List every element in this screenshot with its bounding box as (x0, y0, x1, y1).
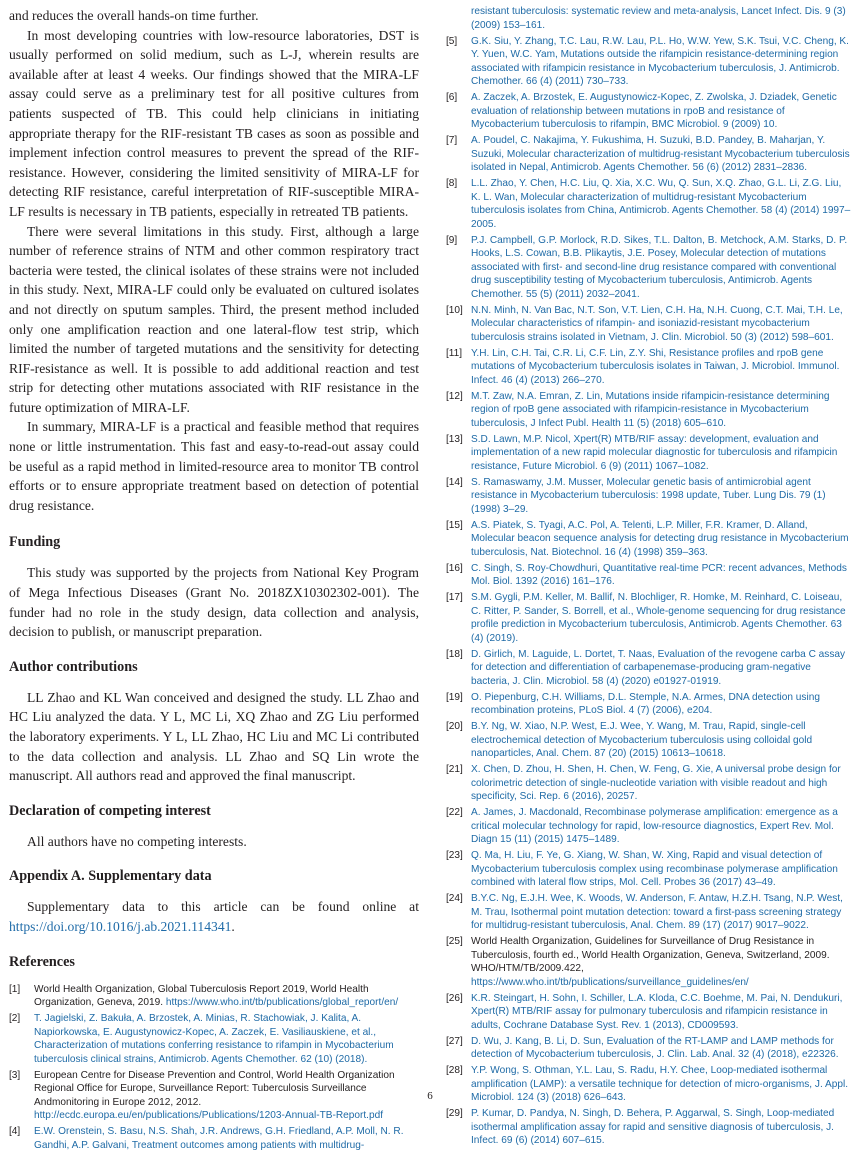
author-contributions-text: LL Zhao and KL Wan conceived and designed the study. LL Zhao and HC Liu analyzed the data. Y L, MC Li, XQ Zhao and ZG Liu performed the laboratory experiments. Y L, LL Zhao, HC Liu and MC Li contributed to the data collection and analysis. LL Zhao and SQ Lin wrote the manuscript. All authors read and approved the final manuscript. (9, 689, 419, 784)
reference-text: World Health Organization, Guidelines for Surveillance of Drug Resistance in Tuberculosis, fourth ed., World Health Organization, Geneva, Switzerland, 2009. WHO/HTM/TB/2009.422, (471, 936, 830, 974)
competing-interest-heading: Declaration of competing interest (9, 802, 211, 819)
reference-item[interactable] (446, 1035, 852, 1062)
reference-number: [13] (446, 433, 463, 445)
reference-number: [17] (446, 592, 463, 603)
body-paragraph: There were several limitations in this study. First, although a large number of reference strains of NTM and other common respiratory tract bacteria were tested, the clinical isolates of these strains were not included in this study. Next, MIRA-LF could only be evaluated on cultured isolates and not directly on sputum samples. Third, the present method included only one amplification reaction and one lateral-flow test strip, which limited the number of targeted mutations and the sensitivity for detecting RIF-resistance as well. It is possible to add additional reaction and test strip for detecting other mutations associated with RIF resistance in the future optimization of MIRA-LF. (9, 223, 419, 415)
reference-item[interactable] (446, 892, 852, 933)
reference-number: [9] (446, 234, 458, 246)
reference-text: World Health Organization, Global Tuberculosis Report 2019, World Health Organization, Geneva, 2019. (34, 983, 369, 1009)
reference-item[interactable] (446, 720, 852, 761)
reference-text[interactable]: P. Kumar, D. Pandya, N. Singh, D. Behera, P. Aggarwal, S. Singh, Loop-mediated isothermal amplification assay for rapid and sensitive diagnosis of tuberculosis, J. Infect. 69 (6) (2014) 607–615. (471, 1108, 835, 1146)
reference-item[interactable] (9, 1125, 419, 1152)
reference-item[interactable] (446, 347, 852, 388)
reference-item[interactable] (446, 234, 852, 302)
reference-link[interactable]: http://ecdc.europa.eu/en/publications/Publications/1203-Annual-TB-Report.pdf (34, 1110, 384, 1122)
reference-text[interactable]: L.L. Zhao, Y. Chen, H.C. Liu, Q. Xia, X.C. Wu, Q. Sun, X.Q. Zhao, G.L. Li, Z.G. Liu, K. L. Wan, Molecular characterization of multidrug-resistant Mycobacterium tuberculosis isolates from China, Antimicrob. Agents Chemother. 58 (4) (2014) 1997–2005. (471, 178, 851, 230)
reference-number: [26] (446, 992, 463, 1004)
reference-number: [27] (446, 1035, 463, 1047)
reference-text[interactable]: P.J. Campbell, G.P. Morlock, R.D. Sikes, T.L. Dalton, B. Metchock, A.M. Starks, D. P. Hooks, L.S. Cowan, B.B. Plikaytis, J.E. Posey, Molecular detection of mutations associated with first- and second-line drug resistance compared with conventional drug susceptibility testing of Mycobacterium tuberculosis, Antimicrob. Agents Chemother. 55 (5) (2011) 2032–2041. (471, 234, 848, 300)
reference-text[interactable]: A.S. Piatek, S. Tyagi, A.C. Pol, A. Telenti, L.P. Miller, F.R. Kramer, D. Alland, Molecular beacon sequence analysis for detecting drug resistance in Mycobacterium tuberculosis, Nat. Biotechnol. 16 (4) (1998) 359–363. (471, 519, 849, 558)
reference-number: [15] (446, 519, 463, 531)
reference-item[interactable] (446, 648, 852, 689)
reference-text[interactable]: T. Jagielski, Z. Bakuła, A. Brzostek, A. Minias, R. Stachowiak, J. Kalita, A. Napiorkowska, E. Augustynowicz-Kopec, A. Zaczek, E. Vasiliauskiene, et al., Characterization of mutations conferring resistance to rifampin in Mycobacterium tuberculosis clinical strains, Antimicrob. Agents Chemother. 62 (10) (2018). (34, 1013, 394, 1065)
reference-number: [8] (446, 178, 458, 189)
reference-text[interactable]: S.M. Gygli, P.M. Keller, M. Ballif, N. Blochliger, R. Homke, M. Reinhard, C. Loiseau, C. Ritter, P. Sander, S. Borrell, et al., Whole-genome sequencing for drug resistance profile prediction in Mycobacterium tuberculosis, Antimicrob. Agents Chemother. 63 (4) (2019). (471, 592, 846, 644)
reference-number: [28] (446, 1065, 463, 1076)
reference-item[interactable] (446, 519, 852, 560)
reference-text[interactable]: D. Wu, J. Kang, B. Li, D. Sun, Evaluation of the RT-LAMP and LAMP methods for detection of Mycobacterium tuberculosis, J. Clin. Lab. Anal. 32 (4) (2018), e22326. (471, 1035, 839, 1060)
reference-text[interactable]: Y.P. Wong, S. Othman, Y.L. Lau, S. Radu, H.Y. Chee, Loop-mediated isothermal amplification (LAMP): a versatile technique for detection of micro-organisms, J. Appl. Microbiol. 124 (3) (2018) 626–643. (471, 1065, 848, 1103)
supplementary-data-link[interactable]: https://doi.org/10.1016/j.ab.2021.114341 (9, 918, 232, 934)
left-column (9, 6, 419, 1155)
reference-text[interactable]: G.K. Siu, Y. Zhang, T.C. Lau, R.W. Lau, P.L. Ho, W.W. Yew, S.K. Tsui, V.C. Cheng, K. Y. Yuen, W.C. Yam, Mutations outside the rifampicin resistance-determining region associated with rifampicin resistance in Mycobacterium tuberculosis, J. Antimicrob. Chemother. 66 (4) (2011) 730–733. (471, 35, 849, 87)
reference-text[interactable]: O. Piepenburg, C.H. Williams, D.L. Stemple, N.A. Armes, DNA detection using recombination proteins, PLoS Biol. 4 (7) (2006), e204. (471, 691, 820, 716)
reference-number: [1] (9, 983, 21, 995)
reference-number: [4] (9, 1126, 21, 1138)
reference-number: [5] (446, 35, 458, 47)
reference-text[interactable]: A. Zaczek, A. Brzostek, E. Augustynowicz-Kopec, Z. Zwolska, J. Dziadek, Genetic evaluation of relationship between mutations in rpoB and resistance of Mycobacterium tuberculosis to rifampin, BMC Microbiol. 9 (2009) 10. (471, 92, 837, 130)
reference-number: [7] (446, 135, 458, 146)
references-heading: References (9, 953, 75, 970)
right-column (446, 3, 852, 1150)
reference-item[interactable] (446, 562, 852, 589)
appendix-text-end: . (231, 918, 235, 934)
reference-item[interactable] (446, 992, 852, 1033)
reference-text[interactable]: M.T. Zaw, N.A. Emran, Z. Lin, Mutations inside rifampicin-resistance determining region of rpoB gene associated with rifampicin-resistance in Mycobacterium tuberculosis, J Infect Publ. Health 11 (5) (2018) 605–610. (471, 390, 830, 429)
reference-number: [12] (446, 390, 463, 402)
body-paragraph: In summary, MIRA-LF is a practical and feasible method that requires none or little instrumentation. This fast and easy-to-read-out assay could be useful as a rapid method in limited-resource area to monitor TB control efforts or to ensure appropriate treatment based on detection of potential drug resistance. (9, 419, 419, 513)
reference-item[interactable] (446, 849, 852, 890)
reference-item (446, 935, 852, 989)
funding-text: This study was supported by the projects from National Key Program of Mega Infectious Diseases (Grant No. 2018ZX10302302-001). The funder had no role in the study design, data collection and analysis, decision to publish, or manuscript preparation. (9, 565, 419, 640)
reference-number: [24] (446, 893, 463, 904)
reference-text[interactable]: N.N. Minh, N. Van Bac, N.T. Son, V.T. Lien, C.H. Ha, N.H. Cuong, C.T. Mai, T.H. Le, Molecular characteristics of rifampin- and isoniazid-resistant mycobacterium tuberculosis strains isolated in Vietnam, J. Clin. Microbiol. 50 (3) (2012) 598–601. (471, 304, 843, 343)
reference-number: [10] (446, 304, 463, 316)
reference-text[interactable]: Y.H. Lin, C.H. Tai, C.R. Li, C.F. Lin, Z.Y. Shi, Resistance profiles and rpoB gene mutations of Mycobacterium tuberculosis isolates in Taiwan, J. Microbiol. Immunol. Infect. 46 (4) (2013) 266–270. (471, 347, 840, 386)
reference-text[interactable]: B.Y.C. Ng, E.J.H. Wee, K. Woods, W. Anderson, F. Antaw, H.Z.H. Tsang, N.P. West, M. Trau, Isothermal point mutation detection: toward a first-pass screening strategy for multidrug-resistant tuberculosis, Anal. Chem. 89 (17) (2017) 9017–9022. (471, 893, 843, 931)
reference-item[interactable] (446, 91, 852, 132)
reference-number: [11] (446, 347, 463, 359)
reference-number: [3] (9, 1069, 21, 1081)
reference-item[interactable] (446, 476, 852, 517)
reference-item[interactable] (446, 390, 852, 431)
reference-item[interactable] (446, 591, 852, 645)
reference-item[interactable] (446, 806, 852, 847)
reference-text[interactable]: C. Singh, S. Roy-Chowdhuri, Quantitative real-time PCR: recent advances, Methods Mol. Biol. 1392 (2016) 161–176. (471, 562, 847, 587)
appendix-text-body: Supplementary data to this article can be found online at (27, 899, 419, 915)
reference-item[interactable] (446, 691, 852, 718)
reference-number: [20] (446, 721, 463, 732)
page-number: 6 (427, 1090, 433, 1102)
author-contributions-heading: Author contributions (9, 658, 138, 675)
reference-number: [14] (446, 476, 463, 488)
reference-text[interactable]: E.W. Orenstein, S. Basu, N.S. Shah, J.R. Andrews, G.H. Friedland, A.P. Moll, N. R. Gandhi, A.P. Galvani, Treatment outcomes among patients with multidrug- (34, 1126, 404, 1151)
reference-item[interactable] (446, 134, 852, 175)
reference-text[interactable]: A. Poudel, C. Nakajima, Y. Fukushima, H. Suzuki, B.D. Pandey, B. Maharjan, Y. Suzuki, Molecular characterization of multidrug-resistant Mycobacterium tuberculosis isolated in Nepal, Antimicrob. Agents Chemother. 56 (6) (2012) 2831–2836. (471, 135, 850, 173)
body-paragraph: In most developing countries with low-resource laboratories, DST is usually performed on solid medium, such as L-J, wherein results are available after at least 4 weeks. Our findings showed that the MIRA-LF assay could serve as a preliminary test for all positive cultures from patients suspected of TB. This could help clinicians in initiating appropriate therapy for the RIF-resistant TB cases as soon as possible and implement infection control measures to prevent the spread of the RIF-resistance. However, considering the limited sensitivity of MIRA-LF for detecting RIF resistance, careful interpretation of RIF-susceptible MIRA-LF results is necessary in TB patients, especially in retreated TB patients. (9, 27, 419, 219)
reference-text[interactable]: D. Girlich, M. Laguide, L. Dortet, T. Naas, Evaluation of the revogene carba C assay for detection and differentiation of carbapenemase-producing gram-negative bacteria, J. Clin. Microbiol. 58 (4) (2020) e01927-01919. (471, 648, 846, 687)
reference-link[interactable]: https://www.who.int/tb/publications/global_report/en/ (165, 997, 399, 1009)
body-paragraph: and reduces the overall hands-on time further. (9, 8, 259, 23)
reference-number: [23] (446, 850, 463, 861)
reference-number: [6] (446, 92, 458, 103)
reference-number: [29] (446, 1108, 463, 1119)
reference-item (9, 983, 419, 1010)
reference-number: [16] (446, 562, 463, 574)
appendix-text (9, 897, 419, 936)
reference-item[interactable] (9, 1012, 419, 1066)
reference-text: European Centre for Disease Prevention and Control, World Health Organization Regional Office for Europe, Surveillance Report: Tuberculosis Surveillance Andmonitoring in Europe 2012, 2012. (34, 1069, 395, 1108)
reference-number: [25] (446, 936, 463, 947)
reference-text[interactable]: A. James, J. Macdonald, Recombinase polymerase amplification: emergence as a critical molecular technology for rapid, low-resource diagnostics, Expert Rev. Mol. Diagn 15 (11) (2015) 1475–1489. (471, 807, 838, 845)
reference-text[interactable]: K.R. Steingart, H. Sohn, I. Schiller, L.A. Kloda, C.C. Boehme, M. Pai, N. Dendukuri, Xpert(R) MTB/RIF assay for pulmonary tuberculosis and rifampicin resistance in adults, Cochrane Database Syst. Rev. 1 (2013), CD009593. (471, 992, 843, 1031)
reference-number (446, 5, 471, 32)
funding-heading: Funding (9, 534, 61, 551)
reference-item[interactable] (446, 304, 852, 345)
reference-number: [2] (9, 1013, 21, 1025)
references-list-left (9, 983, 419, 1153)
reference-text[interactable]: resistant tuberculosis: systematic review and meta-analysis, Lancet Infect. Dis. 9 (3) (2009) 153–161. (471, 6, 846, 31)
reference-link[interactable]: https://www.who.int/tb/publications/surveillance_guidelines/en/ (471, 976, 749, 988)
reference-text[interactable]: B.Y. Ng, W. Xiao, N.P. West, E.J. Wee, Y. Wang, M. Trau, Rapid, single-cell electrochemical detection of Mycobacterium tuberculosis using colloidal gold nanoparticles, Anal. Chem. 87 (20) (2015) 10613–10618. (471, 721, 813, 759)
reference-number: [22] (446, 807, 463, 818)
reference-item[interactable] (446, 177, 852, 231)
reference-number: [19] (446, 691, 463, 703)
reference-item[interactable] (446, 763, 852, 804)
appendix-heading: Appendix A. Supplementary data (9, 868, 212, 885)
reference-text[interactable]: S. Ramaswamy, J.M. Musser, Molecular genetic basis of antimicrobial agent resistance in Mycobacterium tuberculosis: 1998 update, Tuber. Lung Dis. 79 (1) (1998) 3–29. (471, 476, 826, 515)
reference-item[interactable] (446, 5, 852, 32)
reference-text[interactable]: X. Chen, D. Zhou, H. Shen, H. Chen, W. Feng, G. Xie, A universal probe design for colorimetric detection of single-nucleotide variation with visible readout and high specificity, Sci. Rep. 6 (2016), 20257. (471, 764, 841, 802)
reference-item[interactable] (446, 1107, 852, 1148)
reference-item[interactable] (446, 35, 852, 89)
reference-number: [21] (446, 764, 463, 775)
competing-interest-text: All authors have no competing interests. (27, 833, 247, 849)
references-list-right (446, 5, 852, 1148)
reference-text[interactable]: S.D. Lawn, M.P. Nicol, Xpert(R) MTB/RIF assay: development, evaluation and implementation of a new rapid molecular diagnostic for tuberculosis and rifampicin resistance, Future Microbiol. 6 (9) (2011) 1067–1082. (471, 433, 838, 472)
reference-item[interactable] (446, 433, 852, 474)
reference-number: [18] (446, 648, 463, 660)
reference-text[interactable]: Q. Ma, H. Liu, F. Ye, G. Xiang, W. Shan, W. Xing, Rapid and visual detection of Mycobacterium tuberculosis complex using recombinase polymerase amplification combined with lateral flow strips, Mol. Cell. Probes 36 (2017) 43–49. (471, 850, 838, 888)
